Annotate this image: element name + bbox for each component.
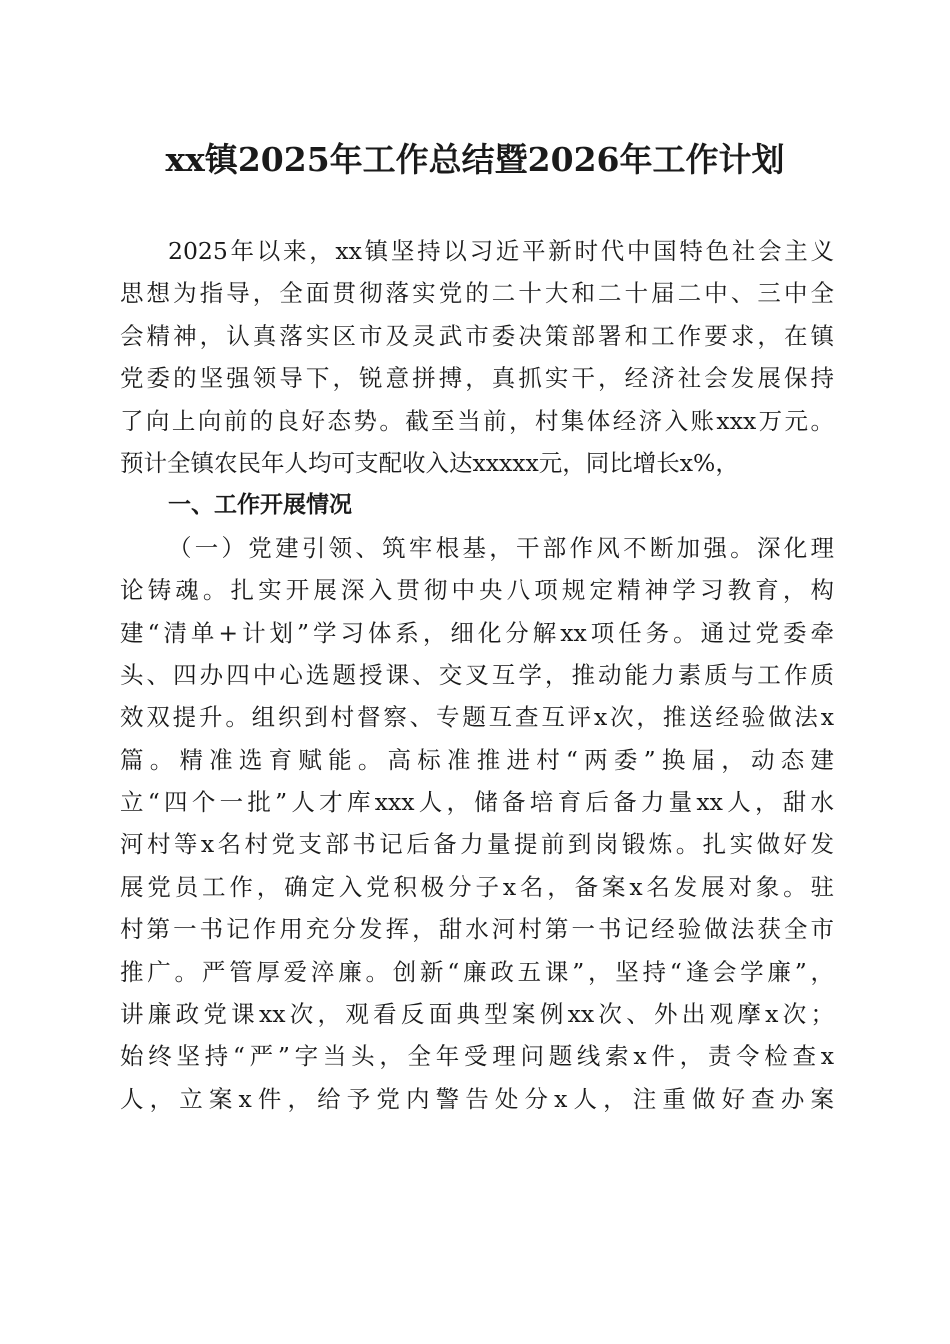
- paragraph-line: （一）党建引领、筑牢根基，干部作风不断加强。深化理: [168, 533, 834, 562]
- paragraph-line: 推广。严管厚爱淬廉。创新“廉政五课”，坚持“逢会学廉”，: [120, 957, 834, 986]
- paragraph-line: 展党员工作，确定入党积极分子x名，备案x名发展对象。驻: [120, 872, 834, 901]
- paragraph-line: 村第一书记作用充分发挥，甜水河村第一书记经验做法获全市: [120, 915, 834, 944]
- paragraph-line: 论铸魂。扎实开展深入贯彻中央八项规定精神学习教育，构: [120, 576, 834, 605]
- paragraph-line: 党委的坚强领导下，锐意拼搏，真抓实干，经济社会发展保持: [120, 364, 834, 393]
- paragraph-line: 思想为指导，全面贯彻落实党的二十大和二十届二中、三中全: [120, 279, 834, 308]
- paragraph-line: 人，立案x件，给予党内警告处分x人，注重做好查办案: [120, 1084, 834, 1113]
- paragraph-line: 会精神，认真落实区市及灵武市委决策部署和工作要求，在镇: [120, 321, 834, 350]
- section-heading: 一、工作开展情况: [168, 492, 352, 519]
- paragraph-line: 效双提升。组织到村督察、专题互查互评x次，推送经验做法x: [120, 703, 834, 732]
- paragraph-line: 头、四办四中心选题授课、交叉互学，推动能力素质与工作质: [120, 660, 834, 689]
- paragraph-line: 讲廉政党课xx次，观看反面典型案例xx次、外出观摩x次；: [120, 1000, 834, 1029]
- paragraph-line: 篇。精准选育赋能。高标准推进村“两委”换届，动态建: [120, 745, 834, 774]
- paragraph-line: 预计全镇农民年人均可支配收入达xxxxx元，同比增长x%，: [120, 448, 739, 477]
- paragraph-line: 河村等x名村党支部书记后备力量提前到岗锻炼。扎实做好发: [120, 830, 834, 859]
- document-title: xx镇2025年工作总结暨2026年工作计划: [165, 140, 785, 179]
- paragraph-line: 2025年以来，xx镇坚持以习近平新时代中国特色社会主义: [168, 237, 834, 265]
- document-body: [120, 230, 834, 1120]
- paragraph-line: 了向上向前的良好态势。截至当前，村集体经济入账xxx万元。: [120, 406, 834, 435]
- paragraph-line: 始终坚持“严”字当头，全年受理问题线索x件，责令检查x: [120, 1042, 834, 1071]
- paragraph-line: 立“四个一批”人才库xxx人，储备培育后备力量xx人，甜水: [120, 788, 834, 817]
- paragraph-line: 建“清单+计划”学习体系，细化分解xx项任务。通过党委牵: [120, 618, 834, 647]
